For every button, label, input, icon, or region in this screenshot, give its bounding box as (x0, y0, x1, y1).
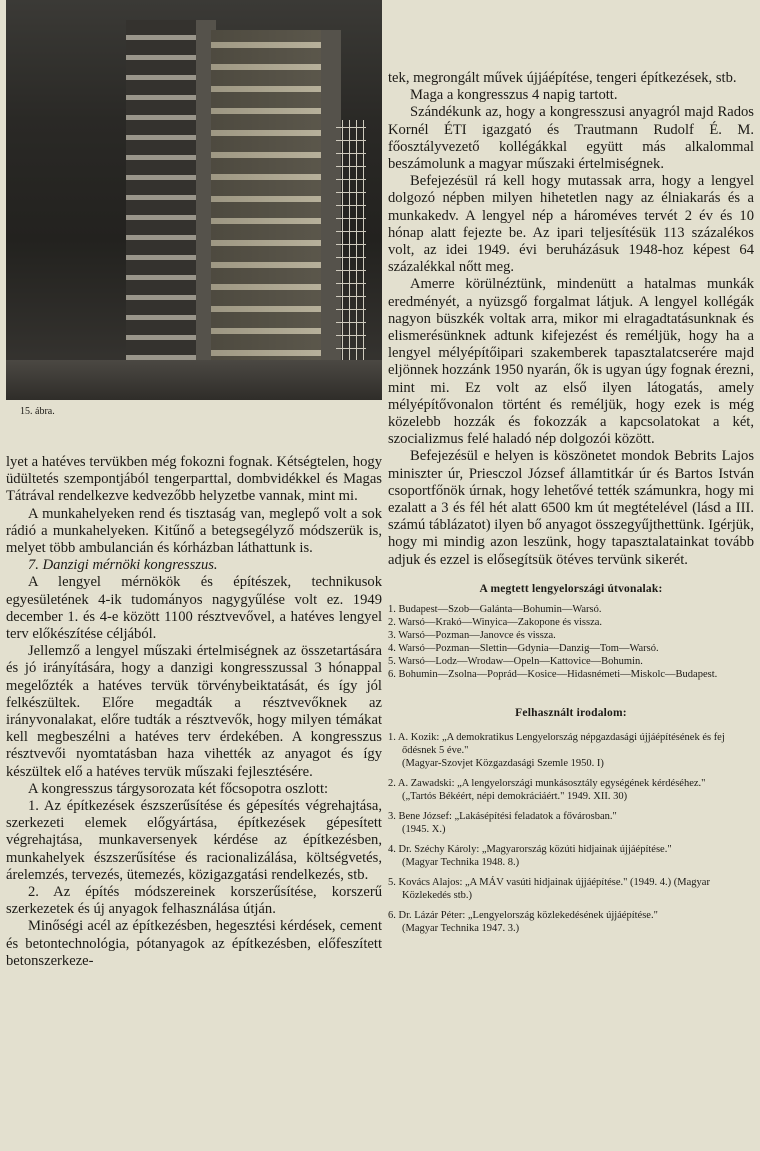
paragraph: Maga a kongresszus 4 napig tartott. (410, 87, 618, 104)
figure-caption: 15. ábra. (20, 406, 55, 417)
reference-item: 4. Dr. Széchy Károly: „Magyarország közúti hidjainak újjáépítése." (Magyar Technika 1948. 8.) (388, 843, 754, 869)
paragraph: Szándékunk az, hogy a kongresszusi anyagról majd Rados Kornél ÉTI igazgató és Trautmann Rudolf É. M. főosztályvezető kollégákkal együtt más alkalommal beszámolunk a magyar műszaki értelmiségnek. (388, 104, 754, 173)
paragraph: 1. Az építkezések észszerűsítése és gépesítés végrehajtása, szerkezeti elemek előgyártása, építkezések gépesített végrehajtása, munkaversenyek kérdése az építkezésben, munkahelyek észszerűsítése és racionalizálása, költségvetés, árelemzés, tervezés, ütemezés, közigazgatási rendelkezés, stb. (6, 798, 382, 883)
reference-source: (Magyar Technika 1947. 3.) (402, 922, 520, 934)
reference-source: (Magyar Technika 1948. 8.) (402, 856, 520, 868)
paragraph: Amerre körülnéztünk, mindenütt a hatalmas munkák eredményét, a nyüzsgő forgalmat látjuk. A lengyel kollégák nagyon büszkék voltak arra, mikor mi elragadtatásunknak és elismerésünknek adtunk kifejezést és reméljük, hogy ha a lengyel mélyépítőipari szakemberek tapasztalatcserére majd eljönnek hozzánk 1950 nyarán, ők is ugyan úgy fognak érezni, mint mi. Ez volt az első ilyen látogatás, amely mélyépítővonalon történt és reméljük, hogy ezek is még közelebb hozzák és fokozzák a kapcsolatokat a két, szocializmus felé haladó nép dolgozói között. (388, 276, 754, 448)
routes-heading: A megtett lengyelországi útvonalak: (479, 582, 663, 595)
building-photo (6, 0, 382, 400)
paragraph: Minőségi acél az építkezésben, hegesztési kérdések, cement és betontechnológia, pótanyagok az építkezésben, előfeszített betonszerkeze- (6, 918, 382, 969)
scaffold-image (336, 120, 366, 400)
paragraph: 2. Az építés módszereinek korszerűsítése, korszerű szerkezetek és új anyagok felhasználása útján. (6, 884, 382, 918)
paragraph: A kongresszus tárgysorozata két főcsopotra oszlott: (28, 780, 329, 797)
paragraph (6, 557, 382, 574)
reference-source: (1945. X.) (402, 823, 446, 835)
paragraph: Befejezésül e helyen is köszönetet mondok Bebrits Lajos miniszter úr, Priesczol József államtitkár úr és Bartos István csoportfőnök úrnak, hogy lehetővé tették számunkra, hogy mi ezalatt a 3 és fél hét alatt 6500 km út megtételével (lásd a III. számú táblázatot) ilyen bő anyagot összegyűjthettünk. Igérjük, hogy mi mindig azon leszünk, hogy tapasztalatainkat tovább adjuk és ezzel is elősegítsük ötéves tervünk sikerét. (388, 448, 754, 568)
paragraph: lyet a hatéves tervükben még fokozni fognak. Kétségtelen, hogy üdültetés szempontjából tengerparttal, dombvidékkel és Magas Tátrával rendelkezve kedvezőbb helyzetbe vannak, mint mi. (6, 454, 382, 505)
reference-item: 5. Kovács Alajos: „A MÁV vasúti hidjainak újjáépítése." (1949. 4.) (Magyar Közlekedés stb.) (388, 876, 710, 901)
paragraph: Jellemző a lengyel műszaki értelmiségnek az összetartására és jó irányítására, hogy a danzigi kongresszussal 3 hónappal megelőzték a hatéves tervük törvénybeiktatását, és így jól felkészültek. Előre megadták a résztvevőknek az irányvonalakat, előre tudták a résztvevők, hogy milyen témákat kell megbeszélni a hatéves terv érdekében. A kongresszus résztvevői nyomtatásban haza vihették az anyagot és így készültek elő a hatéves tervük műszaki fejlesztésére. (6, 643, 382, 780)
right-column (388, 70, 754, 942)
route-item: 2. Warsó—Krakó—Winyica—Zakopone és vissza. (388, 616, 603, 628)
route-item: 4. Warsó—Pozman—Slettin—Gdynia—Danzig—Tom—Warsó. (388, 642, 659, 654)
reference-source: (Magyar-Szovjet Közgazdasági Szemle 1950. I) (402, 757, 604, 769)
left-text (6, 454, 382, 970)
references-list (388, 731, 754, 935)
route-item: 6. Bohumin—Zsolna—Poprád—Kosice—Hidasnémeti—Miskolc—Budapest. (388, 668, 718, 680)
building-facade-image (211, 30, 341, 400)
ground-image (6, 360, 382, 400)
right-text (388, 70, 754, 569)
paragraph: tek, megrongált művek újjáépítése, tengeri építkezések, stb. (388, 70, 737, 86)
paragraph: A lengyel mérnökök és építészek, technikusok egyesületének 4-ik tudományos nagygyűlése volt ez. 1949 december 1. és 4-e között 1100 résztvevővel, a hatéves lengyel terv előkészítése céljából. (6, 574, 382, 643)
route-item: 1. Budapest—Szob—Galánta—Bohumin—Warsó. (388, 603, 602, 615)
route-item: 5. Warsó—Lodz—Wrodaw—Opeln—Kattovice—Bohumin. (388, 655, 643, 667)
reference-source: („Tartós Békéért, népi demokráciáért." 1949. XII. 30) (402, 790, 628, 802)
paragraph: Befejezésül rá kell hogy mutassak arra, hogy a lengyel dolgozó népben milyen hihetetlen nagy az élniakarás és a munkakedv. A lengyel nép a hároméves tervét 2 év és 10 hónap alatt fejezte be. Az ipari teljesítésük 113 százalékos volt, az idei 1949. évi beruházásuk 1948-hoz képest 64 százalékkal nőtt meg. (388, 173, 754, 276)
reference-item: 1. A. Kozik: „A demokratikus Lengyelország népgazdasági újjáépítésének és fej ődésnek 5 éve." (Magyar-Szovjet Közgazdasági Szemle 1950. I) (388, 731, 754, 770)
reference-item: 2. A. Zawadski: „A lengyelországi munkásosztály egységének kérdéséhez." („Tartós Békéért, népi demokráciáért." 1949. XII. 30) (388, 777, 754, 803)
section-heading: 7. Danzigi mérnöki kongresszus. (28, 557, 218, 574)
building-side-image (126, 20, 216, 400)
paragraph: A munkahelyeken rend és tisztaság van, meglepő volt a sok rádió a munkahelyeken. Kitűnő a betegsegélyző módszerük is, melyet több ambulancián és kórházban láthattunk is. (6, 505, 382, 557)
left-column (6, 0, 382, 970)
reference-item: 3. Bene József: „Lakásépítési feladatok a fővárosban." (1945. X.) (388, 810, 754, 836)
route-item: 3. Warsó—Pozman—Janovce és vissza. (388, 629, 556, 641)
references-heading: Felhasznált irodalom: (515, 706, 627, 719)
reference-item: 6. Dr. Lázár Péter: „Lengyelország közlekedésének újjáépítése." (Magyar Technika 1947. 3.) (388, 909, 754, 935)
routes-list (388, 603, 754, 681)
